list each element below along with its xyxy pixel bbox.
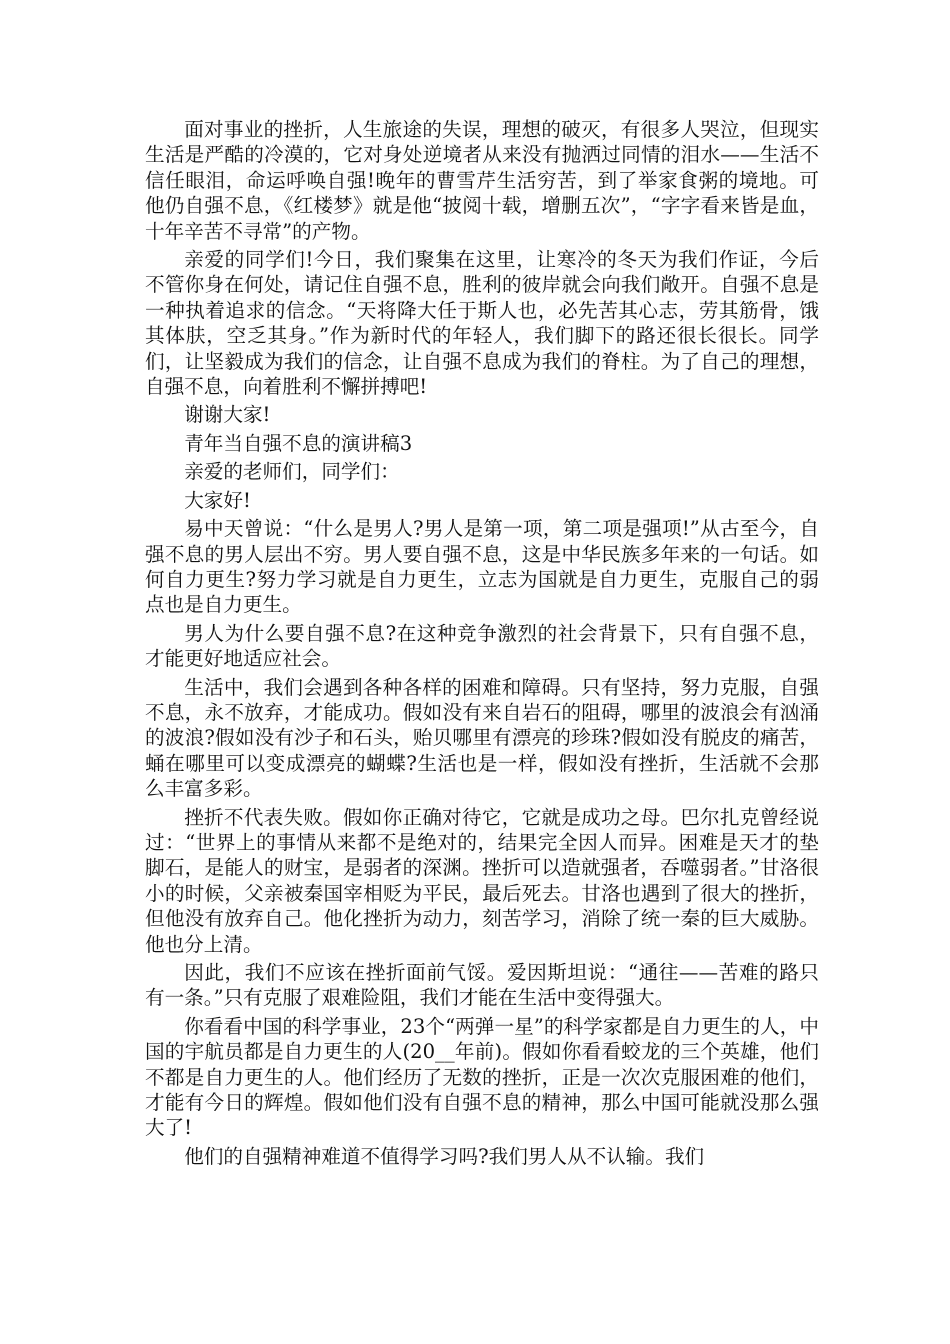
paragraph-yi-zhongtian: 易中天曾说：“什么是男人?男人是第一项，第二项是强项!”从古至今，自强不息的男人层出不穷。男人要自强不息，这是中华民族多年来的一句话。如何自力更生?努力学习就是自力更生，立志为国就是自力更生，克服自己的弱点也是自力更生。 (145, 517, 819, 617)
document-page (145, 117, 819, 1169)
paragraph-setback-not-failure: 挫折不代表失败。假如你正确对待它，它就是成功之母。巴尔扎克曾经说过：“世界上的事情从来都不是绝对的，结果完全因人而异。困难是天才的垫脚石，是能人的财宝，是弱者的深渊。挫折可以造就强者，吞噬弱者。”甘洛很小的时候，父亲被秦国宰相贬为平民，最后死去。甘洛也遇到了很大的挫折，但他没有放弃自己。他化挫折为动力，刻苦学习，消除了统一秦的巨大威胁。他也分上清。 (145, 805, 819, 956)
paragraph-dear-classmates: 亲爱的同学们!今日，我们聚集在这里，让寒冷的冬天为我们作证，今后不管你身在何处，请记住自强不息，胜利的彼岸就会向我们敞开。自强不息是一种执着追求的信念。“天将降大任于斯人也，必先苦其心志，劳其筋骨，饿其体肤，空乏其身。”作为新时代的年轻人，我们脚下的路还很长很长。同学们，让坚毅成为我们的信念，让自强不息成为我们的脊柱。为了自己的理想，自强不息，向着胜利不懈拼搏吧! (145, 248, 819, 399)
paragraph-salutation: 亲爱的老师们，同学们： (184, 460, 400, 484)
paragraph-einstein: 因此，我们不应该在挫折面前气馁。爱因斯坦说：“通往——苦难的路只有一条。”只有克服了艰难险阻，我们才能在生活中变得强大。 (145, 961, 819, 1010)
paragraph-greeting: 大家好! (184, 488, 251, 512)
paragraph-life-obstacles: 生活中，我们会遇到各种各样的困难和障碍。只有坚持，努力克服，自强不息，永不放弃，才能成功。假如没有来自岩石的阻碍，哪里的波浪会有汹涌的波浪?假如没有沙子和石头，贻贝哪里有漂亮的珍珠?假如没有脱皮的痛苦，蛹在哪里可以变成漂亮的蝴蝶?生活也是一样，假如没有挫折，生活就不会那么丰富多彩。 (145, 675, 819, 801)
paragraph-why-strive: 男人为什么要自强不息?在这种竞争激烈的社会背景下，只有自强不息，才能更好地适应社会。 (145, 621, 819, 671)
paragraph-thanks: 谢谢大家! (184, 403, 271, 427)
paragraph-speech-title: 青年当自强不息的演讲稿3 (184, 431, 413, 455)
paragraph-cao-xueqin: 面对事业的挫折，人生旅途的失误，理想的破灭，有很多人哭泣，但现实生活是严酷的冷漠的，它对身处逆境者从来没有抛洒过同情的泪水——生活不信任眼泪，命运呼唤自强!晚年的曹雪芹生活穷苦，到了举家食粥的境地。可他仍自强不息，《红楼梦》就是他“披阅十载，增删五次”，“字字看来皆是血，十年辛苦不寻常”的产物。 (145, 118, 819, 243)
paragraph-science-cause: 你看看中国的科学事业，23个“两弹一星”的科学家都是自力更生的人，中国的宇航员都是自力更生的人(20__年前)。假如你看看蛟龙的三个英雄，他们不都是自力更生的人。他们经历了无数的挫折，正是一次次克服困难的他们，才能有今日的辉煌。假如他们没有自强不息的精神，那么中国可能就没那么强大了! (145, 1014, 819, 1140)
paragraph-spirit-question: 他们的自强精神难道不值得学习吗?我们男人从不认输。我们 (184, 1144, 705, 1168)
